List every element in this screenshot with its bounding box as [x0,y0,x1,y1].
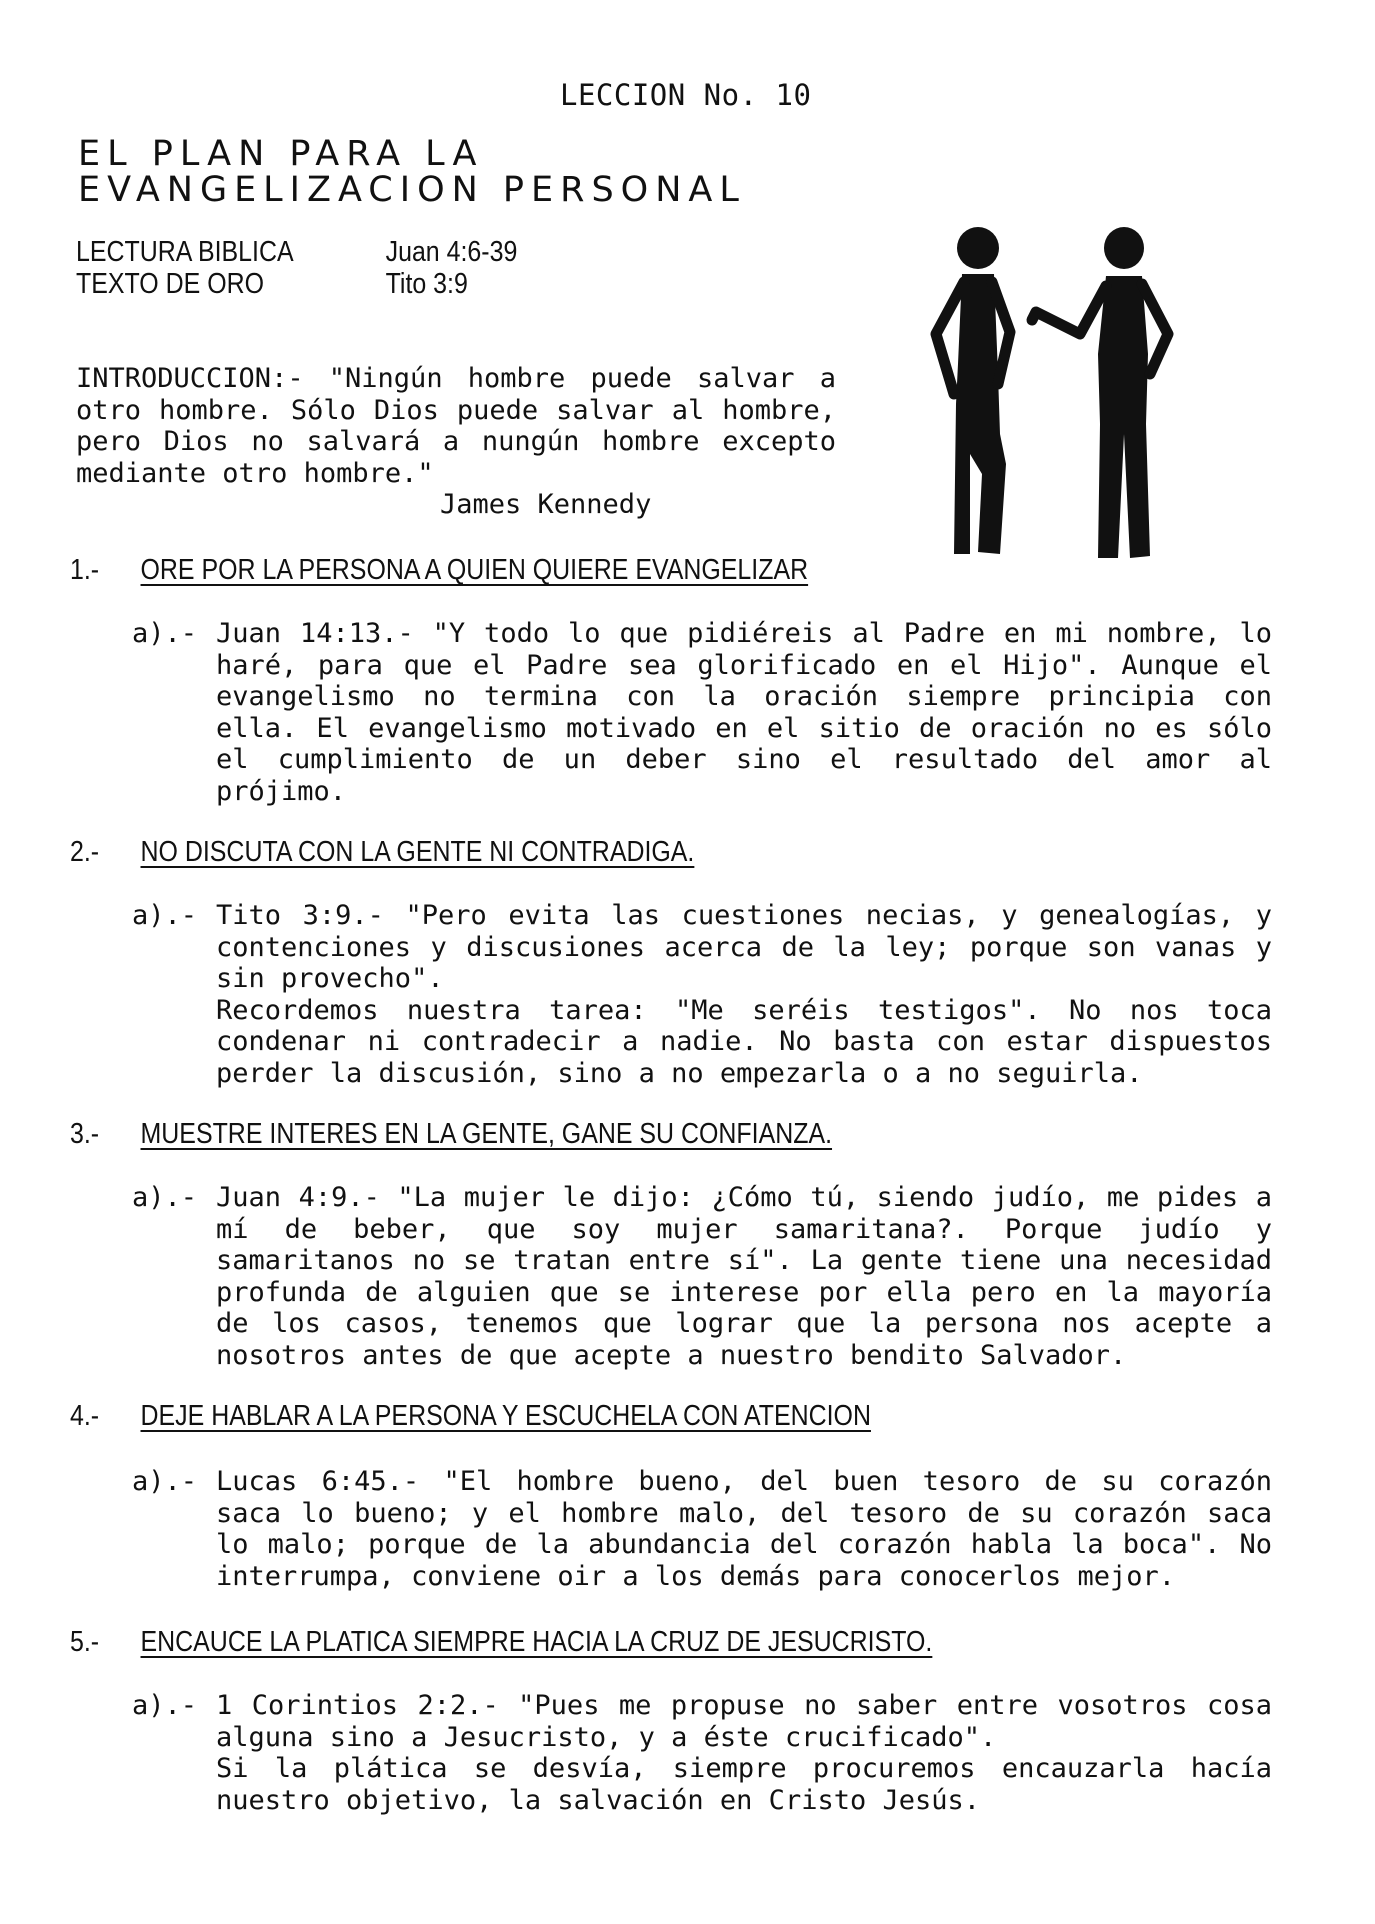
bible-reading-label: LECTURA BIBLICA [76,236,294,268]
lesson-number: LECCION No. 10 [560,78,812,112]
lesson-meta [76,236,517,300]
item-body [216,1182,1272,1371]
introduction-text: INTRODUCCION:- "Ningún hombre puede salvar a otro hombre. Sólo Dios puede salvar al hombre, pero Dios no salvará a nungún hombre excepto mediante otro hombre." [76,363,836,489]
item-paragraph: Juan 14:13.- "Y todo lo que pidiéreis al Padre en mi nombre, lo haré, para que el Padre sea glorificado en el Hijo". Aunque el evangelismo no termina con la oración siempre principia con ella. El evangelismo motivado en el sitio de oración no es sólo el cumplimiento de un deber sino el resultado del amor al prójimo. [216,618,1272,807]
golden-text-row [76,268,517,300]
section-heading-text: ENCAUCE LA PLATICA SIEMPRE HACIA LA CRUZ DE JESUCRISTO. [140,1626,933,1658]
section-5-item-a [132,1690,1272,1816]
introduction-author: James Kennedy [440,489,652,520]
section-number: 2.- [70,836,100,868]
section-heading-text: NO DISCUTA CON LA GENTE NI CONTRADIGA. [140,836,695,868]
section-number: 4.- [70,1400,100,1432]
item-marker: a).- [132,900,198,931]
page-title [78,136,746,208]
item-paragraph: Recordemos nuestra tarea: "Me seréis testigos". No nos toca condenar ni contradecir a nadie. No basta con estar dispuestos perder la discusión, sino a no empezarla o a no seguirla. [216,994,1272,1089]
right-figure-arm-left [1032,286,1106,334]
section-heading-2 [70,836,694,869]
item-body [216,618,1272,807]
left-figure-head [957,227,999,269]
bible-reading-row [76,236,517,268]
item-marker: a).- [132,1690,198,1721]
introduction [76,363,836,521]
golden-text-label: TEXTO DE ORO [76,268,265,300]
bible-reading-value: Juan 4:6-39 [385,236,518,268]
section-3-item-a [132,1182,1272,1371]
item-paragraph: Tito 3:9.- "Pero evita las cuestiones necias, y genealogías, y contenciones y discusiones acerca de la ley; porque son vanas y sin provecho". [216,900,1272,994]
section-heading-1 [70,554,808,587]
section-heading-3 [70,1118,832,1151]
item-body [216,1690,1272,1816]
section-number: 3.- [70,1118,100,1150]
item-body [216,900,1272,1089]
item-paragraph: Lucas 6:45.- "El hombre bueno, del buen tesoro de su corazón saca lo bueno; y el hombre malo, del tesoro de su corazón saca lo malo; porque de la abundancia del corazón habla la boca". No interrumpa, conviene oir a los demás para conocerlos mejor. [216,1466,1272,1592]
section-heading-text: ORE POR LA PERSONA A QUIEN QUIERE EVANGELIZAR [140,554,809,586]
right-figure-head [1104,227,1144,269]
section-heading-5 [70,1626,932,1659]
section-heading-4 [70,1400,871,1433]
section-heading-text: DEJE HABLAR A LA PERSONA Y ESCUCHELA CON ATENCION [140,1400,871,1432]
section-4-item-a [132,1466,1272,1592]
item-paragraph: Juan 4:9.- "La mujer le dijo: ¿Cómo tú, siendo judío, me pides a mí de beber, que soy mujer samaritana?. Porque judío y samaritanos no se tratan entre sí". La gente tiene una necesidad profunda de alguien que se interese por ella pero en la mayoría de los casos, tenemos que lograr que la persona nos acepte a nosotros antes de que acepte a nuestro bendito Salvador. [216,1182,1272,1371]
section-number: 1.- [70,554,100,586]
two-people-talking-icon [898,224,1198,570]
item-paragraph: 1 Corintios 2:2.- "Pues me propuse no saber entre vosotros cosa alguna sino a Jesucristo, y a éste crucificado". [216,1690,1272,1753]
title-line-2: EVANGELIZACION PERSONAL [78,170,746,210]
left-figure-body [954,274,1006,554]
section-1-item-a [132,618,1272,807]
item-marker: a).- [132,1182,198,1213]
right-figure-body [1098,276,1150,558]
item-body [216,1466,1272,1592]
item-paragraph: Si la plática se desvía, siempre procuremos encauzarla hacía nuestro objetivo, la salvación en Cristo Jesús. [216,1753,1272,1816]
section-heading-text: MUESTRE INTERES EN LA GENTE, GANE SU CONFIANZA. [140,1118,833,1150]
section-number: 5.- [70,1626,100,1658]
section-2-item-a [132,900,1272,1089]
golden-text-value: Tito 3:9 [385,268,468,300]
item-marker: a).- [132,1466,198,1497]
item-marker: a).- [132,618,198,649]
title-line-1: EL PLAN PARA LA [78,134,484,174]
two-people-illustration [898,224,1198,570]
